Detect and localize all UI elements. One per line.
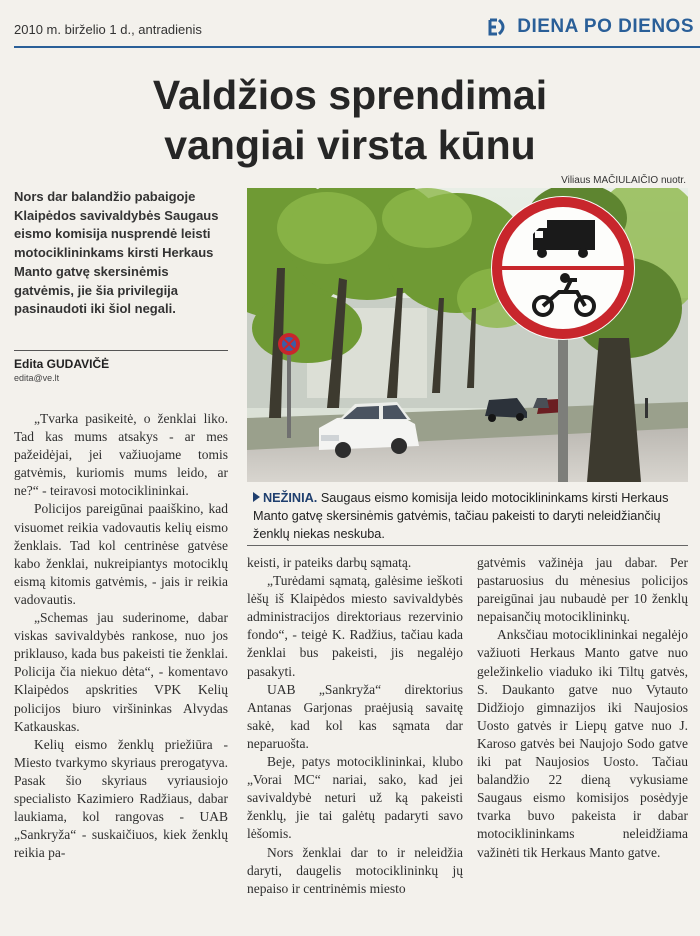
dateline: 2010 m. birželio 1 d., antradienis	[14, 22, 202, 37]
paragraph: keisti, ir pateiks darbų sąmatą.	[247, 555, 412, 570]
lead-divider	[14, 350, 228, 351]
paragraph: Kelių eismo ženklų priežiūra - Miesto tvarkymo skyriaus prerogatyva. Pasak šio skyriaus vyriausiojo specialisto Kazimiero Radžiaus, dabar laukiama, kol rangovas - UAB „Sankryža“ - suskaičiuos, kiek ženklų reikia pa-	[14, 736, 228, 861]
headline-line-2: vangiai virsta kūnu	[164, 122, 536, 168]
body-column-1	[14, 410, 228, 862]
section-title	[487, 16, 694, 38]
body-column-2	[247, 554, 463, 898]
paragraph: Beje, patys motociklininkai, klubo „Vorai MC“ nariai, sako, kad jei savivaldybė neturi už ką pakeisti ženklų, jie tai galėtų padaryti savo lėšomis.	[247, 754, 463, 842]
author-email: edita@ve.lt	[14, 373, 60, 383]
paragraph: „Tvarka pasikeitė, o ženklai liko. Tad kas mums atsakys - ar mes pažeidėjai, jei važiuojame tomis gatvėmis, kuriomis mums leido, ar ne?“ - teiravosi motociklininkai.	[14, 411, 228, 499]
body-column-3	[477, 554, 688, 862]
paragraph: „Schemas jau suderinome, dabar viskas savivaldybės rankose, nuo jos priklauso, kada bus pakeisti tie ženklai. Policija čia niekuo dėta“, - komentavo Klaipėdos apskrities VPK Kelių policijos biuro viršininkas Alvydas Katkauskas.	[14, 610, 228, 734]
paragraph: UAB „Sankryža“ direktorius Antanas Garjonas praėjusią savaitę sakė, kad kol kas sąmata dar neparuošta.	[247, 681, 463, 751]
caption-label: NEŽINIA.	[263, 491, 318, 505]
paragraph: „Turėdami sąmatą, galėsime ieškoti lėšų iš Klaipėdos miesto savivaldybės administracijos direktoriaus rezervinio fondo“, - teigė K. Radžius, tačiau kada ženklai bus pakeisti, jis negalėjo pasakyti.	[247, 573, 463, 679]
section-label: DIENA PO DIENOS	[517, 16, 694, 37]
photo-credit: Viliaus MAČIULAIČIO nuotr.	[561, 175, 686, 186]
paragraph: Nors ženklai dar to ir neleidžia daryti, daugelis motociklininkų jų nepaiso ir centrinėmis miesto	[247, 844, 463, 896]
headline-line-1: Valdžios sprendimai	[152, 72, 548, 118]
lead-paragraph: Nors dar balandžio pabaigoje Klaipėdos savivaldybės Saugaus eismo komisija nusprendė leisti motociklininkams kirsti Herkaus Manto gatvę skersinėmis gatvėmis, jie šia privilegija pasinaudoti iki šiol negali.	[14, 189, 219, 317]
headline	[0, 70, 700, 170]
caption-text: Saugaus eismo komisija leido motociklininkams kirsti Herkaus Manto gatvę skersinėmis gatvėmis, tačiau pakeisti to daryti neleidžiančių ženklų niekas neskuba.	[253, 491, 669, 541]
caption-marker-icon	[253, 492, 260, 502]
header-rule	[14, 46, 700, 48]
caption-divider	[247, 545, 688, 546]
author-name: Edita GUDAVIČĖ	[14, 357, 110, 371]
paragraph: Policijos pareigūnai paaiškino, kad visuomet reikia vadovautis kelių eismo ženklais. Tad kol centrinėse gatvėse kabo ženklai, nukreipiantys motociklų eismą kitomis gatvėmis, - jais ir reikia vadovautis.	[14, 501, 228, 607]
photo-caption	[253, 489, 688, 543]
paragraph: gatvėmis važinėja jau dabar. Per pastaruosius du mėnesius policijos pareigūnai jau nubaudė per 10 ženklų nepaisančių motociklininkų.	[477, 555, 688, 625]
street-photo	[247, 188, 688, 482]
section-logo-icon	[487, 17, 509, 37]
paragraph: Anksčiau motociklininkai negalėjo važiuoti Herkaus Manto gatve nuo geležinkelio viaduko iki Tiltų gatvės, S. Daukanto gatve nuo Vytauto Didžiojo gimnazijos iki Naujosios Uosto gatvės ir Liepų gatve nuo J. Karoso gatvės bei Naujojo Sodo gatve iki pat Naujosios Uosto. Tačiau balandžio 22 dieną vykusiame Saugaus eismo komisijos posėdyje tvarka buvo pakeista ir dabar motociklininkams neleidžiama važinėti tik Herkaus Manto gatve.	[477, 627, 688, 860]
